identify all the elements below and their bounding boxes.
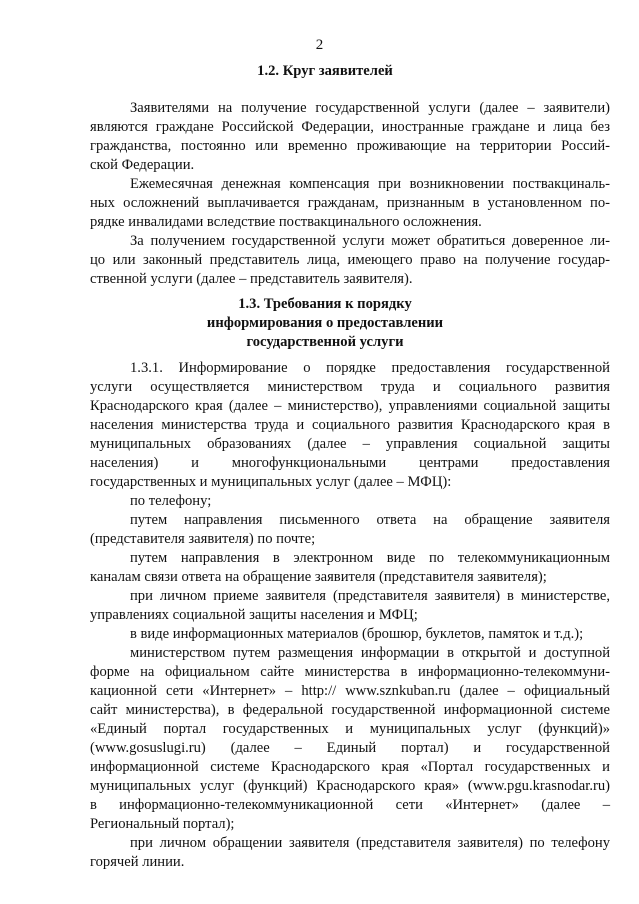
text-line: горячей линии. [90, 854, 185, 870]
text-line: сайт министерства), в федеральной государственной информационной системе [90, 702, 610, 718]
section-1-2-title: 1.2. Круг заявителей [257, 63, 393, 79]
text-line: путем направления письменного ответа на обращение заявителя [130, 512, 610, 528]
text-line: ных осложнений выплачивается гражданам, признанным в установленном по- [90, 195, 610, 211]
text-line: «Единый портал государственных и муниципальных услуг (функций)» [90, 721, 610, 737]
text-line: населения министерства труда и социального развития Краснодарского края в [90, 417, 610, 433]
text-line: муниципальных услуг (функций) Краснодарского края» (www.pgu.krasnodar.ru) [90, 778, 610, 794]
text-line: информационной системе Краснодарского края «Портал государственных и [90, 759, 610, 775]
text-line: по телефону; [130, 493, 212, 509]
text-line: кационной сети «Интернет» – http:// www.sznkuban.ru (далее – официальный [90, 683, 610, 699]
text-line: услуги осуществляется министерством труда и социального развития [90, 379, 610, 395]
text-line: Заявителями на получение государственной услуги (далее – заявители) [130, 100, 610, 116]
section-1-3-title-line: государственной услуги [246, 334, 404, 350]
text-line: министерством путем размещения информации в открытой и доступной [130, 645, 610, 661]
text-line: при личном приеме заявителя (представителя заявителя) в министерстве, [130, 588, 610, 604]
text-line: цо или законный представитель лица, имеющего право на получение государ- [90, 252, 610, 268]
text-line: ственной услуги (далее – представитель заявителя). [90, 271, 413, 287]
text-line: (www.gosuslugi.ru) (далее – Единый портал) и государственной [90, 740, 610, 756]
text-line: в виде информационных материалов (брошюр, буклетов, памяток и т.д.); [130, 626, 584, 642]
section-1-3-title-line: информирования о предоставлении [206, 315, 444, 331]
text-line: Региональный портал); [90, 816, 235, 832]
text-line: За получением государственной услуги может обратиться доверенное ли- [130, 233, 610, 249]
text-line: форме на официальном сайте министерства в информационно-телекоммуни- [90, 664, 610, 680]
section-1-3-title [90, 295, 560, 352]
text-line: путем направления в электронном виде по телекоммуникационным [130, 550, 610, 566]
text-line: государственных и муниципальных услуг (далее – МФЦ): [90, 474, 452, 490]
text-line: каналам связи ответа на обращение заявителя (представителя заявителя); [90, 569, 547, 585]
text-line: гражданства, постоянно или временно проживающие на территории Россий- [90, 138, 610, 154]
text-line: при личном обращении заявителя (представителя заявителя) по телефону [130, 835, 610, 851]
text-line: в информационно-телекоммуникационной сети «Интернет» (далее – [90, 797, 610, 813]
text-line: являются граждане Российской Федерации, иностранные граждане и лица без [90, 119, 610, 135]
text-line: 1.3.1. Информирование о порядке предоставления государственной [130, 360, 610, 376]
page-number: 2 [315, 37, 324, 53]
text-line: населения) и многофункциональными центрами предоставления [90, 455, 610, 471]
text-line: муниципальных образованиях (далее – управления социальной защиты [90, 436, 610, 452]
text-line: управлениях социальной защиты населения и МФЦ; [90, 607, 418, 623]
text-line: Ежемесячная денежная компенсация при возникновении поствакциналь- [130, 176, 610, 192]
section-1-3-title-line: 1.3. Требования к порядку [238, 296, 412, 312]
text-line: Краснодарского края (далее – министерство), управлениями социальной защиты [90, 398, 610, 414]
text-line: рядке инвалидами вследствие поствакцинального осложнения. [90, 214, 482, 230]
text-line: (представителя заявителя) по почте; [90, 531, 316, 547]
text-line: ской Федерации. [90, 157, 195, 173]
